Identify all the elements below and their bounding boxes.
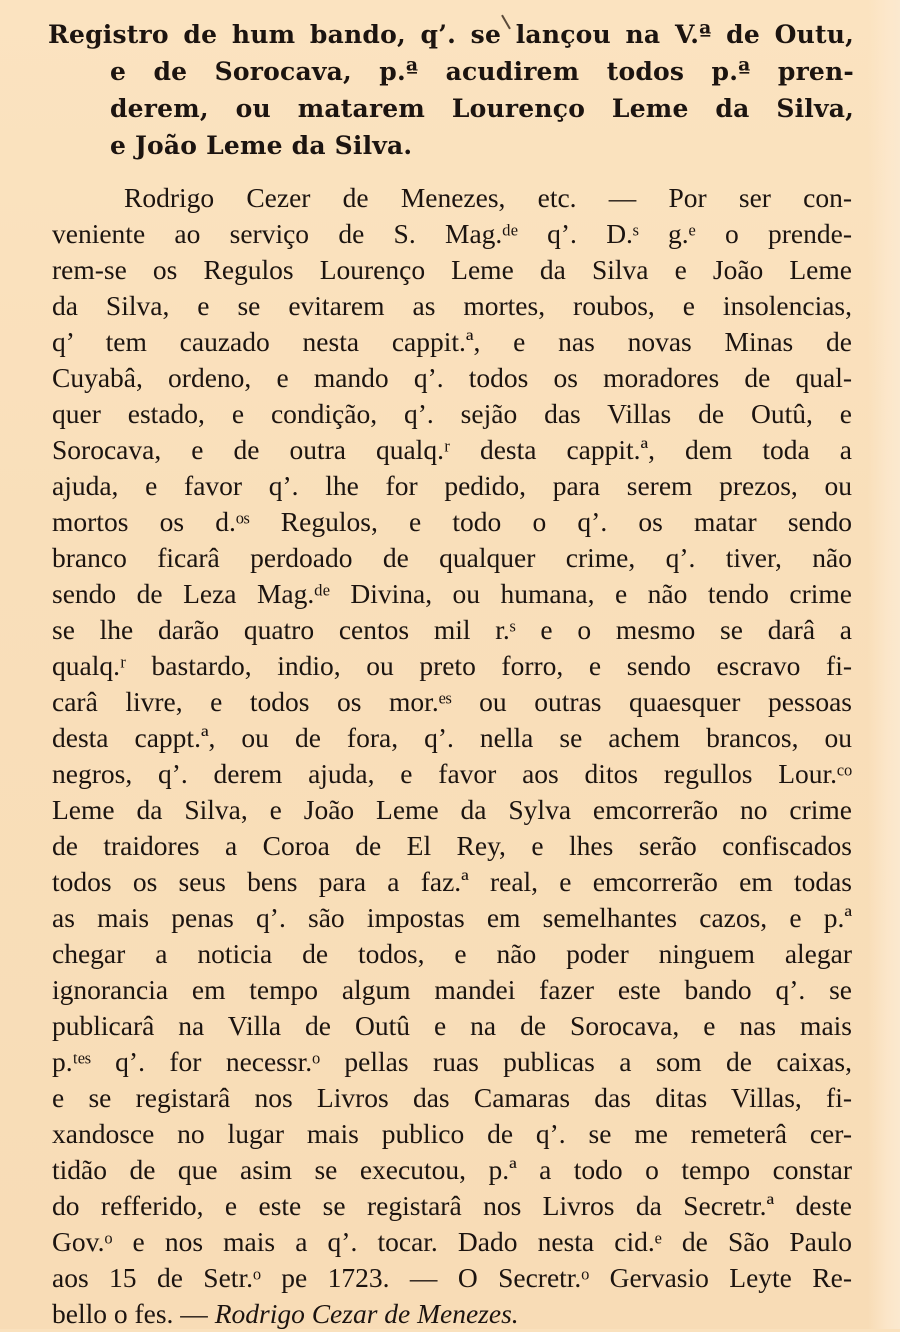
closing-text: bello o fes. —: [52, 1298, 215, 1329]
body-line: chegar a noticia de todos, e não poder ninguem alegar: [52, 938, 852, 969]
body-line: qualq.ʳ bastardo, indio, ou preto forro, e sendo escravo fi-: [52, 650, 852, 681]
body-line: sendo de Leza Mag.ᵈᵉ Divina, ou humana, e não tendo crime: [52, 578, 852, 609]
body-line: mortos os d.ᵒˢ Regulos, e todo o q’. os matar sendo: [52, 506, 852, 537]
body-line: rem-se os Regulos Lourenço Leme da Silva e João Leme: [52, 254, 852, 285]
document-title: [48, 16, 854, 164]
document-body: [52, 180, 852, 1332]
body-line: q’ tem cauzado nesta cappit.ª, e nas novas Minas de: [52, 326, 852, 357]
closing-line: [52, 1296, 852, 1332]
title-line: derem, ou matarem Lourenço Leme da Silva,: [110, 94, 854, 123]
signature: Rodrigo Cezar de Menezes.: [214, 1298, 519, 1329]
body-line: Rodrigo Cezer de Menezes, etc. — Por ser con-: [124, 182, 852, 213]
body-line: carâ livre, e todos os mor.ᵉˢ ou outras quaesquer pessoas: [52, 686, 852, 717]
body-line: p.ᵗᵉˢ q’. for necessr.ᵒ pellas ruas publicas a som de caixas,: [52, 1046, 852, 1077]
body-line: ignorancia em tempo algum mandei fazer este bando q’. se: [52, 974, 852, 1005]
title-line: Registro de hum bando, q’. se lançou na V.ª de Outu,: [48, 20, 854, 49]
body-line: Gov.ᵒ e nos mais a q’. tocar. Dado nesta cid.ᵉ de São Paulo: [52, 1226, 852, 1257]
body-line: negros, q’. derem ajuda, e favor aos ditos regullos Lour.ᶜᵒ: [52, 758, 852, 789]
body-line: do refferido, e este se registarâ nos Livros da Secretr.ª deste: [52, 1190, 852, 1221]
body-line: xandosce no lugar mais publico de q’. se me remeterâ cer-: [52, 1118, 852, 1149]
body-line: Sorocava, e de outra qualq.ʳ desta cappit.ª, dem toda a: [52, 434, 852, 465]
page-edge-shading: [868, 0, 900, 1329]
title-line: e de Sorocava, p.ª acudirem todos p.ª pren-: [110, 57, 854, 86]
body-line: todos os seus bens para a faz.ª real, e emcorrerão em todas: [52, 866, 852, 897]
body-line: veniente ao serviço de S. Mag.ᵈᵉ q’. D.ˢ g.ᵉ o prende-: [52, 218, 852, 249]
body-line: publicarâ na Villa de Outû e na de Sorocava, e nas mais: [52, 1010, 852, 1041]
body-line: tidão de que asim se executou, p.ª a todo o tempo constar: [52, 1154, 852, 1185]
body-line: quer estado, e condição, q’. sejão das Villas de Outû, e: [52, 398, 852, 429]
body-line: e se registarâ nos Livros das Camaras das ditas Villas, fi-: [52, 1082, 852, 1113]
body-line: se lhe darão quatro centos mil r.ˢ e o mesmo se darâ a: [52, 614, 852, 645]
body-line: as mais penas q’. são impostas em semelhantes cazos, e p.ª: [52, 902, 852, 933]
body-line: ajuda, e favor q’. lhe for pedido, para serem prezos, ou: [52, 470, 852, 501]
body-line: Cuyabâ, ordeno, e mando q’. todos os moradores de qual-: [52, 362, 852, 393]
body-line: Leme da Silva, e João Leme da Sylva emcorrerão no crime: [52, 794, 852, 825]
body-line: branco ficarâ perdoado de qualquer crime, q’. tiver, não: [52, 542, 852, 573]
title-line: e João Leme da Silva.: [110, 131, 413, 160]
body-line: da Silva, e se evitarem as mortes, roubos, e insolencias,: [52, 290, 852, 321]
body-line: desta cappt.ª, ou de fora, q’. nella se achem brancos, ou: [52, 722, 852, 753]
body-line: aos 15 de Setr.ᵒ pe 1723. — O Secretr.ᵒ Gervasio Leyte Re-: [52, 1262, 852, 1293]
body-line: de traidores a Coroa de El Rey, e lhes serão confiscados: [52, 830, 852, 861]
